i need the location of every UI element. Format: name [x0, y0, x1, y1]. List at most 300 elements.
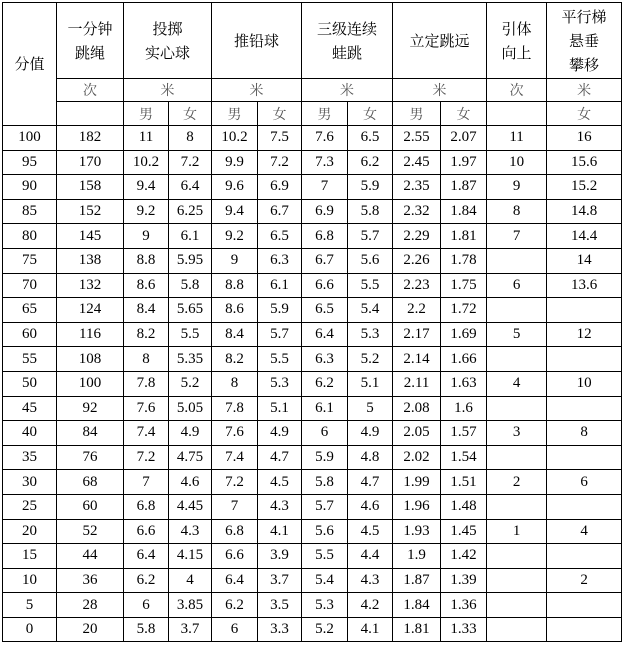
table-cell: 2.02	[393, 445, 441, 470]
table-cell: 5.5	[348, 273, 393, 298]
table-cell: 4.75	[169, 445, 212, 470]
table-cell: 6.8	[302, 224, 348, 249]
table-cell: 15.2	[547, 175, 622, 200]
table-cell: 3.5	[258, 593, 302, 618]
table-cell: 4.3	[258, 494, 302, 519]
table-cell: 7	[487, 224, 547, 249]
table-cell: 3.85	[169, 593, 212, 618]
table-cell: 28	[57, 593, 124, 618]
table-cell: 6.4	[169, 175, 212, 200]
table-cell	[547, 593, 622, 618]
table-cell: 3.7	[169, 617, 212, 642]
table-cell: 4.9	[348, 421, 393, 446]
score-value: 50	[3, 371, 57, 396]
table-cell: 6.4	[302, 322, 348, 347]
score-value: 100	[3, 126, 57, 151]
score-value: 90	[3, 175, 57, 200]
score-value: 35	[3, 445, 57, 470]
table-cell: 1.84	[441, 199, 487, 224]
table-cell: 2.07	[441, 126, 487, 151]
table-cell: 108	[57, 347, 124, 372]
table-cell: 152	[57, 199, 124, 224]
table-cell: 76	[57, 445, 124, 470]
table-cell: 2.17	[393, 322, 441, 347]
table-cell: 2.35	[393, 175, 441, 200]
score-value: 70	[3, 273, 57, 298]
table-cell: 8.2	[124, 322, 169, 347]
table-cell: 6.6	[212, 544, 258, 569]
table-cell	[547, 445, 622, 470]
table-cell: 6.8	[212, 519, 258, 544]
table-cell: 5	[487, 322, 547, 347]
table-cell: 5.7	[348, 224, 393, 249]
table-cell: 4.5	[348, 519, 393, 544]
table-cell: 68	[57, 470, 124, 495]
score-value: 40	[3, 421, 57, 446]
table-cell	[487, 445, 547, 470]
table-cell: 9.4	[212, 199, 258, 224]
table-cell: 9.2	[124, 199, 169, 224]
table-cell: 6.3	[258, 248, 302, 273]
table-cell: 5.9	[258, 298, 302, 323]
empty-cell	[57, 102, 124, 126]
table-cell: 8	[212, 371, 258, 396]
empty-cell	[487, 102, 547, 126]
table-cell: 116	[57, 322, 124, 347]
table-cell: 4.7	[348, 470, 393, 495]
unit-cell: 米	[212, 79, 302, 102]
table-cell: 3.3	[258, 617, 302, 642]
table-cell: 7.6	[124, 396, 169, 421]
table-cell: 14.8	[547, 199, 622, 224]
table-cell: 2.23	[393, 273, 441, 298]
table-cell: 170	[57, 150, 124, 175]
sex-cell: 女	[547, 102, 622, 126]
shot-header: 推铅球	[212, 3, 302, 79]
table-cell: 92	[57, 396, 124, 421]
table-cell: 1.97	[441, 150, 487, 175]
sex-cell: 男	[302, 102, 348, 126]
table-row	[3, 568, 622, 593]
table-cell: 5.65	[169, 298, 212, 323]
table-cell: 5.5	[302, 544, 348, 569]
table-row	[3, 298, 622, 323]
table-cell: 1.36	[441, 593, 487, 618]
table-row	[3, 199, 622, 224]
table-cell: 1.54	[441, 445, 487, 470]
table-cell: 20	[57, 617, 124, 642]
score-value: 55	[3, 347, 57, 372]
table-cell: 6.4	[124, 544, 169, 569]
table-row	[3, 494, 622, 519]
table-cell: 2.05	[393, 421, 441, 446]
table-cell: 6.4	[212, 568, 258, 593]
table-cell: 5.2	[302, 617, 348, 642]
table-cell: 1.72	[441, 298, 487, 323]
table-cell: 6	[124, 593, 169, 618]
table-row	[3, 593, 622, 618]
table-cell: 2.32	[393, 199, 441, 224]
table-cell	[487, 248, 547, 273]
table-cell: 124	[57, 298, 124, 323]
table-row	[3, 224, 622, 249]
sex-cell: 男	[212, 102, 258, 126]
table-cell: 6.25	[169, 199, 212, 224]
table-cell: 6.3	[302, 347, 348, 372]
score-header: 分值	[3, 3, 57, 126]
table-row	[3, 248, 622, 273]
sex-cell: 女	[348, 102, 393, 126]
score-value: 65	[3, 298, 57, 323]
table-cell: 6.1	[169, 224, 212, 249]
table-cell: 3.7	[258, 568, 302, 593]
table-cell: 16	[547, 126, 622, 151]
table-cell: 1.99	[393, 470, 441, 495]
table-row	[3, 445, 622, 470]
table-cell: 5.7	[258, 322, 302, 347]
table-cell: 1.48	[441, 494, 487, 519]
table-cell: 11	[487, 126, 547, 151]
table-cell: 4	[169, 568, 212, 593]
table-cell: 15.6	[547, 150, 622, 175]
table-cell: 2.14	[393, 347, 441, 372]
table-cell: 1.6	[441, 396, 487, 421]
table-cell: 7.3	[302, 150, 348, 175]
table-cell: 8.6	[124, 273, 169, 298]
table-row	[3, 273, 622, 298]
table-cell: 1.42	[441, 544, 487, 569]
table-row	[3, 544, 622, 569]
table-cell: 8.4	[124, 298, 169, 323]
score-value: 60	[3, 322, 57, 347]
table-cell: 52	[57, 519, 124, 544]
table-row	[3, 371, 622, 396]
unit-cell: 次	[487, 79, 547, 102]
table-cell: 1.75	[441, 273, 487, 298]
table-cell: 1.69	[441, 322, 487, 347]
table-cell: 7.6	[302, 126, 348, 151]
table-row	[3, 126, 622, 151]
table-row	[3, 150, 622, 175]
score-value: 0	[3, 617, 57, 642]
table-cell: 5.5	[258, 347, 302, 372]
table-cell: 1.81	[441, 224, 487, 249]
table-cell: 4.2	[348, 593, 393, 618]
table-row	[3, 396, 622, 421]
table-cell: 10.2	[124, 150, 169, 175]
table-cell: 5.7	[302, 494, 348, 519]
table-cell: 5.5	[169, 322, 212, 347]
table-row	[3, 175, 622, 200]
table-cell: 1.81	[393, 617, 441, 642]
sex-cell: 女	[258, 102, 302, 126]
table-cell: 7.8	[212, 396, 258, 421]
table-cell: 1.51	[441, 470, 487, 495]
table-cell	[487, 396, 547, 421]
table-cell: 6.2	[124, 568, 169, 593]
unit-row	[3, 79, 622, 102]
table-cell: 2	[487, 470, 547, 495]
table-cell: 2.11	[393, 371, 441, 396]
table-cell: 4.9	[169, 421, 212, 446]
table-cell: 9.2	[212, 224, 258, 249]
table-cell: 6.2	[212, 593, 258, 618]
table-cell	[487, 617, 547, 642]
table-cell: 8	[547, 421, 622, 446]
score-value: 15	[3, 544, 57, 569]
table-cell: 8	[124, 347, 169, 372]
table-row	[3, 470, 622, 495]
table-cell: 1.9	[393, 544, 441, 569]
table-cell: 6	[487, 273, 547, 298]
table-cell: 7.8	[124, 371, 169, 396]
table-cell: 7.6	[212, 421, 258, 446]
table-cell: 4.6	[348, 494, 393, 519]
table-cell: 12	[547, 322, 622, 347]
score-table	[2, 2, 622, 642]
table-cell: 132	[57, 273, 124, 298]
score-value: 20	[3, 519, 57, 544]
table-cell: 145	[57, 224, 124, 249]
score-value: 25	[3, 494, 57, 519]
table-cell: 6.5	[258, 224, 302, 249]
table-cell: 5.8	[348, 199, 393, 224]
table-cell	[487, 568, 547, 593]
table-cell: 6.5	[348, 126, 393, 151]
table-cell: 5.95	[169, 248, 212, 273]
table-cell: 1.63	[441, 371, 487, 396]
table-cell: 5.1	[258, 396, 302, 421]
ladder-header: 平行梯 悬垂 攀移	[547, 3, 622, 79]
table-cell: 1.57	[441, 421, 487, 446]
table-cell: 14.4	[547, 224, 622, 249]
sex-cell: 女	[169, 102, 212, 126]
table-cell: 84	[57, 421, 124, 446]
table-cell	[487, 347, 547, 372]
table-cell: 2.45	[393, 150, 441, 175]
jump-header: 立定跳远	[393, 3, 487, 79]
table-cell: 2.29	[393, 224, 441, 249]
unit-cell: 米	[547, 79, 622, 102]
score-value: 30	[3, 470, 57, 495]
unit-cell: 米	[302, 79, 393, 102]
table-cell: 4.4	[348, 544, 393, 569]
sex-row	[3, 102, 622, 126]
table-cell: 2.08	[393, 396, 441, 421]
table-cell: 4.3	[348, 568, 393, 593]
pullup-header: 引体 向上	[487, 3, 547, 79]
table-cell: 7	[212, 494, 258, 519]
table-cell	[487, 494, 547, 519]
table-cell: 1.33	[441, 617, 487, 642]
table-cell: 1.93	[393, 519, 441, 544]
table-cell: 5.3	[302, 593, 348, 618]
table-cell	[487, 544, 547, 569]
table-cell: 6.1	[258, 273, 302, 298]
table-cell: 6.7	[302, 248, 348, 273]
table-cell: 5.05	[169, 396, 212, 421]
table-cell: 5.1	[348, 371, 393, 396]
table-cell: 7.2	[169, 150, 212, 175]
table-cell: 4.1	[348, 617, 393, 642]
table-cell: 4.8	[348, 445, 393, 470]
score-value: 85	[3, 199, 57, 224]
table-cell: 100	[57, 371, 124, 396]
table-cell: 5.6	[348, 248, 393, 273]
table-cell: 5.35	[169, 347, 212, 372]
table-cell: 9	[124, 224, 169, 249]
table-cell: 6.6	[124, 519, 169, 544]
table-cell: 7.2	[212, 470, 258, 495]
table-cell: 36	[57, 568, 124, 593]
table-cell: 1.87	[393, 568, 441, 593]
table-cell: 6.5	[302, 298, 348, 323]
sex-cell: 男	[393, 102, 441, 126]
table-cell: 5.9	[348, 175, 393, 200]
header-row	[3, 3, 622, 79]
table-cell: 138	[57, 248, 124, 273]
table-cell: 6	[302, 421, 348, 446]
table-row	[3, 617, 622, 642]
table-cell: 13.6	[547, 273, 622, 298]
score-value: 5	[3, 593, 57, 618]
table-cell: 4.9	[258, 421, 302, 446]
table-cell: 1	[487, 519, 547, 544]
table-cell: 9	[212, 248, 258, 273]
table-cell: 8.8	[212, 273, 258, 298]
table-cell	[547, 396, 622, 421]
table-cell: 10.2	[212, 126, 258, 151]
table-cell: 11	[124, 126, 169, 151]
table-cell: 3	[487, 421, 547, 446]
table-row	[3, 519, 622, 544]
table-cell	[487, 593, 547, 618]
table-cell: 1.96	[393, 494, 441, 519]
table-cell: 4.7	[258, 445, 302, 470]
table-cell: 6	[212, 617, 258, 642]
table-cell	[547, 347, 622, 372]
table-cell: 8.6	[212, 298, 258, 323]
table-cell: 1.39	[441, 568, 487, 593]
table-cell: 7.2	[124, 445, 169, 470]
table-cell: 9.4	[124, 175, 169, 200]
sex-cell: 男	[124, 102, 169, 126]
table-cell: 5.4	[348, 298, 393, 323]
table-cell: 6.9	[302, 199, 348, 224]
table-cell: 6.9	[258, 175, 302, 200]
unit-cell: 米	[124, 79, 212, 102]
table-cell	[547, 617, 622, 642]
table-cell: 7.4	[212, 445, 258, 470]
unit-cell: 次	[57, 79, 124, 102]
table-cell: 9.6	[212, 175, 258, 200]
table-cell: 5.2	[169, 371, 212, 396]
table-cell: 4.45	[169, 494, 212, 519]
table-cell: 44	[57, 544, 124, 569]
table-cell: 6.2	[348, 150, 393, 175]
table-cell: 5.9	[302, 445, 348, 470]
table-cell: 4	[547, 519, 622, 544]
table-cell	[547, 494, 622, 519]
table-cell: 14	[547, 248, 622, 273]
table-cell: 5.3	[258, 371, 302, 396]
rope-header: 一分钟 跳绳	[57, 3, 124, 79]
table-row	[3, 322, 622, 347]
table-cell: 5.8	[302, 470, 348, 495]
table-cell: 4.6	[169, 470, 212, 495]
table-cell: 8.8	[124, 248, 169, 273]
table-cell: 9.9	[212, 150, 258, 175]
table-cell: 8	[487, 199, 547, 224]
table-cell: 4.15	[169, 544, 212, 569]
table-cell: 2.2	[393, 298, 441, 323]
score-value: 80	[3, 224, 57, 249]
table-cell: 8.2	[212, 347, 258, 372]
table-cell: 7	[124, 470, 169, 495]
table-cell: 4.5	[258, 470, 302, 495]
table-cell: 6.2	[302, 371, 348, 396]
score-value: 75	[3, 248, 57, 273]
table-cell: 5.8	[169, 273, 212, 298]
table-cell: 1.87	[441, 175, 487, 200]
table-row	[3, 347, 622, 372]
table-cell: 5.3	[348, 322, 393, 347]
table-cell	[547, 298, 622, 323]
table-cell: 5.8	[124, 617, 169, 642]
table-body	[3, 126, 622, 642]
table-cell: 6.1	[302, 396, 348, 421]
table-cell: 9	[487, 175, 547, 200]
table-cell: 5.4	[302, 568, 348, 593]
table-cell: 7.5	[258, 126, 302, 151]
table-cell: 2	[547, 568, 622, 593]
sex-cell: 女	[441, 102, 487, 126]
table-cell: 5.6	[302, 519, 348, 544]
table-cell: 7.4	[124, 421, 169, 446]
table-cell: 4.3	[169, 519, 212, 544]
table-cell: 158	[57, 175, 124, 200]
table-cell: 60	[57, 494, 124, 519]
table-cell: 5.2	[348, 347, 393, 372]
table-cell: 10	[547, 371, 622, 396]
score-value: 10	[3, 568, 57, 593]
table-cell: 6.8	[124, 494, 169, 519]
table-cell: 3.9	[258, 544, 302, 569]
table-cell: 1.66	[441, 347, 487, 372]
unit-cell: 米	[393, 79, 487, 102]
table-cell	[487, 298, 547, 323]
table-cell: 1.84	[393, 593, 441, 618]
table-cell: 1.78	[441, 248, 487, 273]
table-cell: 2.55	[393, 126, 441, 151]
table-cell: 6	[547, 470, 622, 495]
table-cell: 4.1	[258, 519, 302, 544]
table-cell: 7	[302, 175, 348, 200]
frog-header: 三级连续 蛙跳	[302, 3, 393, 79]
table-cell: 8	[169, 126, 212, 151]
ball-header: 投掷 实心球	[124, 3, 212, 79]
table-cell: 7.2	[258, 150, 302, 175]
table-cell: 6.6	[302, 273, 348, 298]
score-value: 45	[3, 396, 57, 421]
table-row	[3, 421, 622, 446]
table-cell: 2.26	[393, 248, 441, 273]
table-cell: 1.45	[441, 519, 487, 544]
table-cell: 4	[487, 371, 547, 396]
table-cell: 5	[348, 396, 393, 421]
table-cell: 8.4	[212, 322, 258, 347]
table-cell: 182	[57, 126, 124, 151]
